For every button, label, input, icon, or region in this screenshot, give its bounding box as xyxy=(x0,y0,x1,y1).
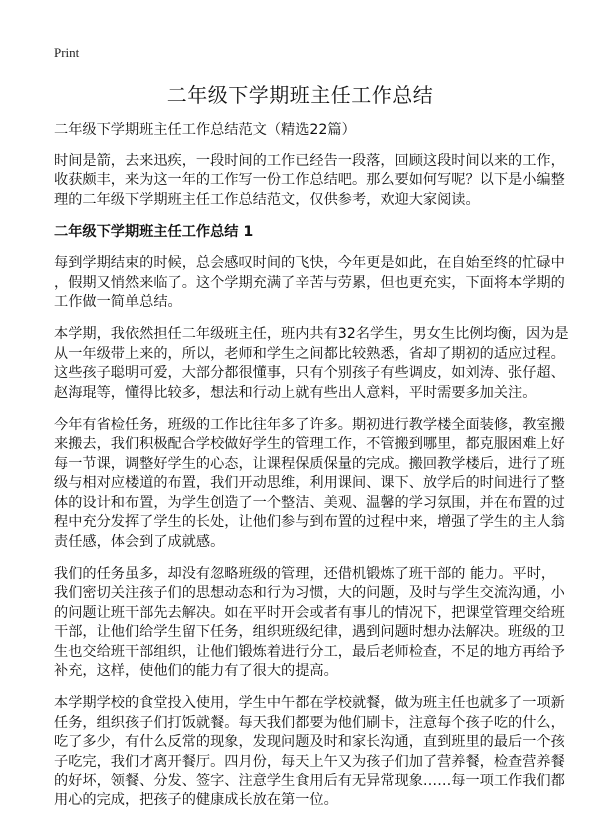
text-line: 子吃完，我们才离开餐厅。四月份，每天上午又为孩子们加了营养餐，检查营养餐 xyxy=(54,753,565,770)
body-paragraph xyxy=(54,325,569,403)
text-line: 我们的任务虽多，却没有忽略班级的管理，还借机锻炼了班干部的 能力。平时， xyxy=(54,565,556,582)
page-title: 二年级下学期班主任工作总结 xyxy=(166,83,434,107)
document-subtitle: 二年级下学期班主任工作总结范文（精选22篇） xyxy=(54,122,356,138)
text-line: 我们密切关注孩子们的思想动态和行为习惯，大的问题，及时与学生交流沟通，小 xyxy=(54,585,565,602)
text-line: 本学期，我依然担任二年级班主任，班内共有32名学生，男女生比例均衡，因为是 xyxy=(54,326,569,343)
print-link[interactable]: Print xyxy=(54,45,80,60)
text-line: 程中充分发挥了学生的长处，让他们参与到布置的过程中来，增强了学生的主人翁 xyxy=(54,514,565,531)
document-body xyxy=(54,121,569,824)
text-line: 从一年级带上来的，所以，老师和学生之间都比较熟悉，省却了期初的适应过程。 xyxy=(54,345,565,362)
text-line: 本学期学校的食堂投入使用，学生中午都在学校就餐，做为班主任也就多了一项新 xyxy=(54,695,565,712)
text-line: 收获颇丰，来为这一年的工作写一份工作总结吧。那么要如何写呢？以下是小编整 xyxy=(54,172,565,189)
text-line: 责任感，体会到了成就感。 xyxy=(54,533,225,550)
text-line: 赵海琨等，懂得比较多，想法和行动上就有些出人意料，平时需要多加关注。 xyxy=(54,384,537,401)
text-line: 今年有省检任务，班级的工作比往年多了许多。期初进行教学楼全面装修，教室搬 xyxy=(54,417,565,434)
body-paragraph xyxy=(54,694,565,810)
text-line: 的问题让班干部先去解决。如在平时开会或者有事儿的情况下，把课堂管理交给班 xyxy=(54,604,565,621)
text-line: 理的二年级下学期班主任工作总结范文，仅供参考，欢迎大家阅读。 xyxy=(54,191,480,208)
section-heading: 二年级下学期班主任工作总结 1 xyxy=(54,224,254,241)
text-line: 干部，让他们给学生留下任务，组织班级纪律，遇到问题时想办法解决。班级的卫 xyxy=(54,624,565,641)
text-line: 工作做一简单总结。 xyxy=(54,294,182,311)
text-line: 时间是箭，去来迅疾，一段时间的工作已经告一段落，回顾这段时间以来的工作， xyxy=(54,153,565,169)
text-line: 来搬去，我们积极配合学校做好学生的管理工作，不管搬到哪里，都克服困难上好 xyxy=(54,436,565,453)
text-line: 体的设计和布置，为学生创造了一个整洁、美观、温馨的学习氛围，并在布置的过 xyxy=(54,494,565,511)
text-line: 的好坏，领餐、分发、签字、注意学生食用后有无异常现象……每一项工作我们都 xyxy=(54,772,565,789)
text-line: ，假期又悄然来临了。这个学期充满了辛苦与劳累，但也更充实，下面将本学期的 xyxy=(54,274,565,291)
body-paragraph xyxy=(54,416,565,552)
text-line: 补充，这样，使他们的能力有了很大的提高。 xyxy=(54,662,338,679)
body-paragraph xyxy=(54,254,565,312)
intro-paragraph xyxy=(54,152,565,210)
body-paragraph xyxy=(54,565,565,681)
text-line: 这些孩子聪明可爱，大部分都很懂事，只有个别孩子有些调皮，如刘涛、张仔超、 xyxy=(54,365,565,382)
text-line: 任务，组织孩子们打饭就餐。每天我们都要为他们刷卡，注意每个孩子吃的什么， xyxy=(54,714,565,731)
text-line: 用心的完成，把孩子的健康成长放在第一位。 xyxy=(54,792,338,809)
text-line: 生也交给班干部组织，让他们锻炼着进行分工，最后老师检查，不足的地方再给予 xyxy=(54,643,565,660)
text-line: 吃了多少，有什么反常的现象，发现问题及时和家长沟通，直到班里的最后一个孩 xyxy=(54,734,565,751)
text-line: 每到学期结束的时候，总会感叹时间的飞快，今年更是如此，在自始至终的忙碌中 xyxy=(54,255,565,272)
text-line: 级与相对应楼道的布置，我们开动思维，利用课间、课下、放学后的时间进行了整 xyxy=(54,475,565,492)
text-line: 每一节课，调整好学生的心态，让课程保质保量的完成。搬回教学楼后，进行了班 xyxy=(54,455,565,472)
